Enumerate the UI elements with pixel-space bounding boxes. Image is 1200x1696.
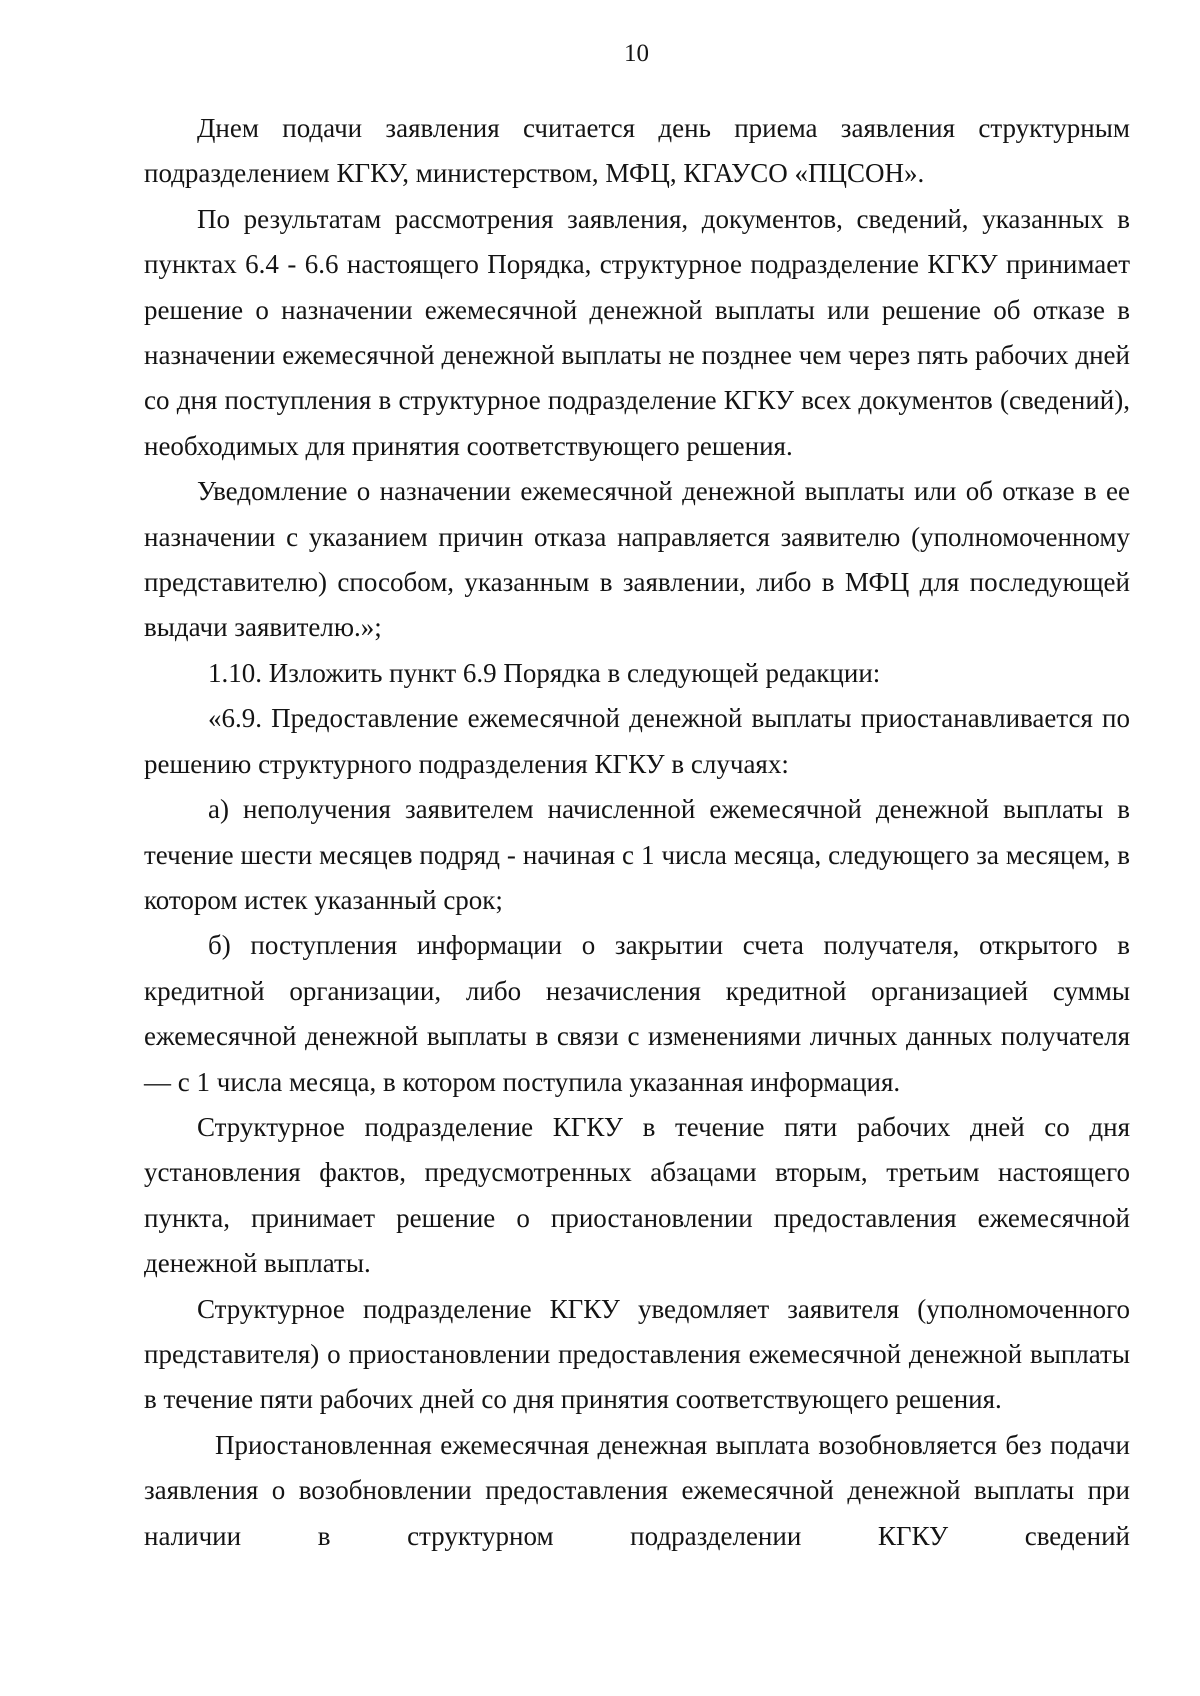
- paragraph-filing-date: Днем подачи заявления считается день приема заявления структурным подразделением КГКУ, министерством, МФЦ, КГАУСО «ПЦСОН».: [144, 113, 1130, 189]
- paragraph-notification: Уведомление о назначении ежемесячной денежной выплаты или об отказе в ее назначении с указанием причин отказа направляется заявителю (уполномоченному представителю) способом, указанным в заявлении, либо в МФЦ для последующей выдачи заявителю.»;: [144, 476, 1130, 643]
- paragraph-suspension-decision: Структурное подразделение КГКУ в течение пяти рабочих дней со дня установления фактов, предусмотренных абзацами вторым, третьим настоящего пункта, принимает решение о приостановлении предоставления ежемесячной денежной выплаты.: [144, 1111, 1130, 1279]
- page-number: 10: [624, 40, 649, 67]
- paragraph-review-results: По результатам рассмотрения заявления, документов, сведений, указанных в пунктах 6.4 - 6.6 настоящего Порядка, структурное подразделение КГКУ принимает решение о назначении ежемесячной денежной выплаты или решение об отказе в назначении ежемесячной денежной выплаты не позднее чем через пять рабочих дней со дня поступления в структурное подразделение КГКУ всех документов (сведений), необходимых для принятия соответствующего решения.: [144, 203, 1130, 461]
- paragraph-resumption: Приостановленная ежемесячная денежная выплата возобновляется без подачи заявления о возобновлении предоставления ежемесячной денежной выплаты при наличии в структурном подразделении КГКУ сведений: [144, 1429, 1130, 1551]
- list-item-a: а) неполучения заявителем начисленной ежемесячной денежной выплаты в течение шести месяцев подряд - начиная с 1 числа месяца, следующего за месяцем, в котором истек указанный срок;: [144, 794, 1130, 915]
- paragraph-clause-6-9: «6.9. Предоставление ежемесячной денежной выплаты приостанавливается по решению структурного подразделения КГКУ в случаях:: [144, 703, 1130, 779]
- paragraph-suspension-notice: Структурное подразделение КГКУ уведомляет заявителя (уполномоченного представителя) о приостановлении предоставления ежемесячной денежной выплаты в течение пяти рабочих дней со дня принятия соответствующего решения.: [144, 1293, 1130, 1415]
- list-item-b: б) поступления информации о закрытии счета получателя, открытого в кредитной организации, либо незачисления кредитной организацией суммы ежемесячной денежной выплаты в связи с изменениями личных данных получателя — с 1 числа месяца, в котором поступила указанная информация.: [144, 930, 1130, 1097]
- document-body: [144, 106, 1130, 1559]
- paragraph-amendment-1-10: 1.10. Изложить пункт 6.9 Порядка в следующей редакции:: [208, 657, 881, 688]
